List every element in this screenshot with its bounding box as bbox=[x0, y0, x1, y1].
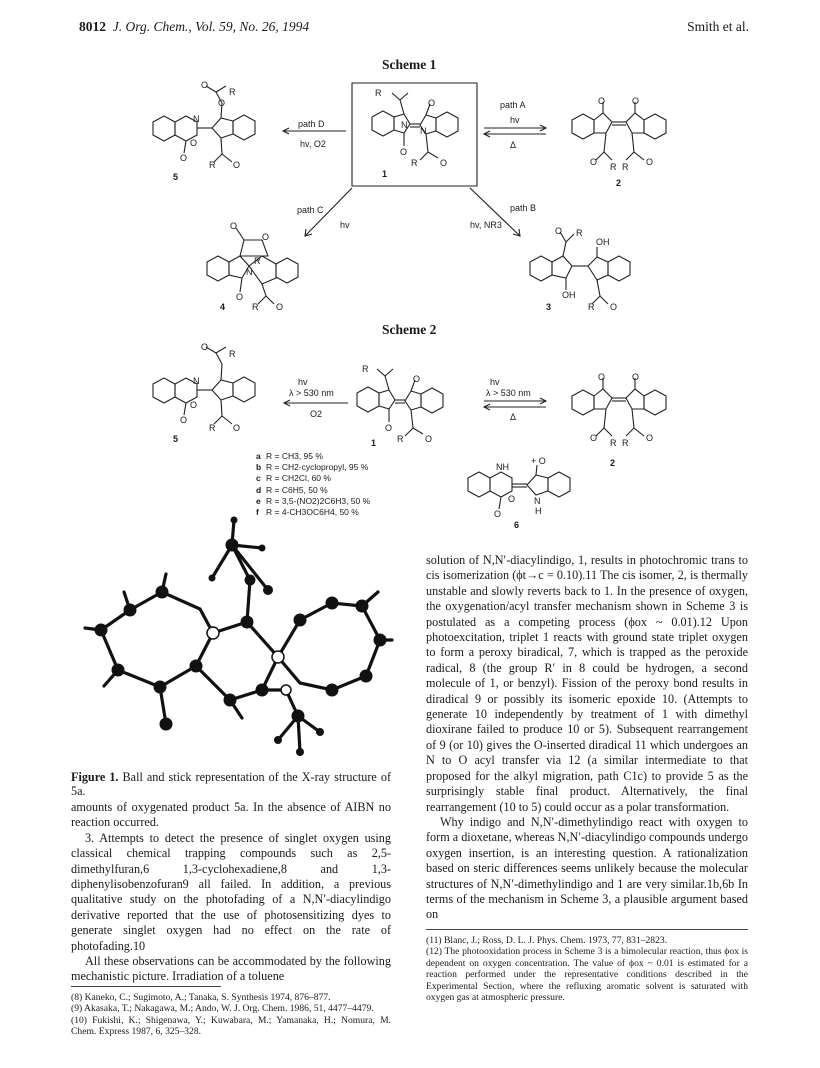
scheme2-left-cond-o2: O2 bbox=[310, 409, 323, 419]
footnote: (11) Blanc, J.; Ross, D. L. J. Phys. Chem. 1973, 77, 831–2823. bbox=[426, 935, 668, 946]
right-footnotes bbox=[426, 935, 748, 1003]
paragraph: 3. Attempts to detect the presence of singlet oxygen using classical chemical trapping compounds such as 2,5-dimethylfuran,6 1,3-cyclohexadiene,8 and 1,3-diphenylisobenzofuran9 all failed. In addition, a previous qualitative study on the photofading of a N,N′-diacylindigo derivative reported that the use of photosensitizing dyes to generate singlet oxygen had no effect on the rate of photofading.10 bbox=[71, 830, 391, 953]
scheme1-compound-4-label: 4 bbox=[220, 302, 226, 312]
journal-citation: J. Org. Chem., Vol. 59, No. 26, 1994 bbox=[112, 19, 310, 34]
footnote: (8) Kaneko, C.; Sugimoto, A.; Tanaka, S. Synthesis 1974, 876–877. bbox=[71, 992, 331, 1003]
scheme2-title: Scheme 2 bbox=[382, 322, 437, 337]
r-group-item: f R = 4-CH3OC6H4, 50 % bbox=[256, 507, 359, 518]
footnote: (12) The photooxidation process in Scheme 3 is a bimolecular reaction, thus ϕox is dependent on oxygen concentration. The value of ϕox ~ 0.01 is estimated for a reaction performed under the representative conditions described in the Experimental Section, where the refluxing aromatic solvent is saturated with oxygen gas at atmospheric pressure. bbox=[426, 946, 748, 1004]
paragraph: solution of N,N′-diacylindigo, 1, results in photochromic trans to cis isomerization (ϕt→c = 0.10).11 The cis isomer, 2, is thermally unstable and slowly reverts back to 1. In the presence of oxygen, the oxygenation/acyl transfer mechanism shown in Scheme 3 is postulated as a competing process (ϕox ~ 0.01).12 Upon photoexcitation, triplet 1 reacts with ground state triplet oxygen to form a peroxy biradical, 7, which is trapped as the peroxide radical, 8 (the group R′ in 8 could be hydrogen, a second molecule of 1, or benzyl). Fission of the peroxy bond results in diradical 9 or possibly its isomeric epoxide 10. (Attempts to generate 10 independently by treatment of 1 with dimethyl dioxirane failed to produce 10 or 5). Subsequent rearrangement of 9 (or 10) gives the O-inserted diradical 11 which undergoes an N to O acyl transfer via 12 (a similar intermediate to that proposed for the alkyl migration, path C1c) to provide 5 as the surprisingly stable final product. Alternatively, the final rearrangement (10 to 5) could occur as a polar transformation. bbox=[426, 553, 748, 814]
scheme2-compound-6-label: 6 bbox=[514, 520, 520, 530]
path-b-label: path B bbox=[510, 203, 537, 213]
scheme2-right-cond-delta: Δ bbox=[510, 412, 517, 422]
running-head-authors: Smith et al. bbox=[687, 19, 749, 34]
scheme2-left-cond-wavelength: λ > 530 nm bbox=[289, 388, 334, 398]
path-a-condition: hv bbox=[510, 115, 520, 125]
footnote: (10) Fukishi, K.; Shigenawa, Y.; Kuwabara, M.; Yamanaka, H.; Nomura, M. Chem. Express 1987, 6, 325–328. bbox=[71, 1014, 391, 1038]
path-c-condition: hv bbox=[340, 220, 350, 230]
scheme1-compound-2-label: 2 bbox=[616, 178, 622, 188]
path-c-label: path C bbox=[297, 205, 324, 215]
right-column-body bbox=[426, 553, 748, 923]
scheme2-compound-2-label: 2 bbox=[610, 458, 616, 468]
path-d-condition: hv, O2 bbox=[300, 139, 326, 149]
r-group-item: b R = CH2-cyclopropyl, 95 % bbox=[256, 462, 369, 473]
r-group-item: d R = C6H5, 50 % bbox=[256, 484, 328, 495]
path-d-label: path D bbox=[298, 119, 325, 129]
left-footnotes bbox=[71, 992, 391, 1038]
path-a-label: path A bbox=[500, 100, 526, 110]
path-a-reverse-condition: Δ bbox=[510, 140, 517, 150]
paragraph: Why indigo and N,N′-dimethylindigo react with oxygen to form a dioxetane, whereas N,N′-diacylindigo compounds undergo oxygen insertion, is an interesting question. A rationalization based on steric differences seems unlikely because the molecular structures of N,N′-dimethylindigo and 1 are very similar.1b,6b In terms of the mechanism in Scheme 3, a plausible argument based on bbox=[426, 814, 748, 922]
scheme1-compound-5-label: 5 bbox=[173, 172, 179, 182]
scheme1-title: Scheme 1 bbox=[382, 57, 437, 72]
page-number: 8012 bbox=[79, 19, 106, 34]
r-group-item: a R = CH3, 95 % bbox=[256, 451, 323, 461]
paragraph: All these observations can be accommodated by the following mechanistic picture. Irradiation of a toluene bbox=[71, 954, 391, 984]
scheme2-compound-1-label: 1 bbox=[371, 438, 377, 448]
scheme2-right-cond-wavelength: λ > 530 nm bbox=[486, 388, 531, 398]
scheme1-compound-3-label: 3 bbox=[546, 302, 552, 312]
scheme2-left-cond-hv: hv bbox=[298, 377, 308, 387]
footnote-divider bbox=[71, 986, 221, 987]
scheme2-right-cond-hv: hv bbox=[490, 377, 500, 387]
paragraph: amounts of oxygenated product 5a. In the absence of AIBN no reaction occurred. bbox=[71, 800, 391, 830]
path-b-condition: hv, NR3 bbox=[470, 220, 502, 230]
footnote: (9) Akasaka, T.; Nakagawa, M.; Ando, W. J. Org. Chem. 1986, 51, 4477–4479. bbox=[71, 1003, 374, 1015]
r-group-item: c R = CH2Cl, 60 % bbox=[256, 473, 331, 484]
scheme2-compound-5-label: 5 bbox=[173, 434, 179, 444]
figure1-caption-text: Ball and stick representation of the X-ray structure of 5a. bbox=[71, 770, 392, 798]
figure1-label: Figure 1. bbox=[71, 770, 119, 784]
footnote-divider-right bbox=[426, 929, 748, 930]
left-column-body bbox=[71, 800, 391, 985]
figure1-caption bbox=[71, 770, 391, 798]
r-group-item: e R = 3,5-(NO2)2C6H3, 50 % bbox=[256, 495, 371, 506]
scheme1-compound-1-label: 1 bbox=[382, 169, 388, 179]
